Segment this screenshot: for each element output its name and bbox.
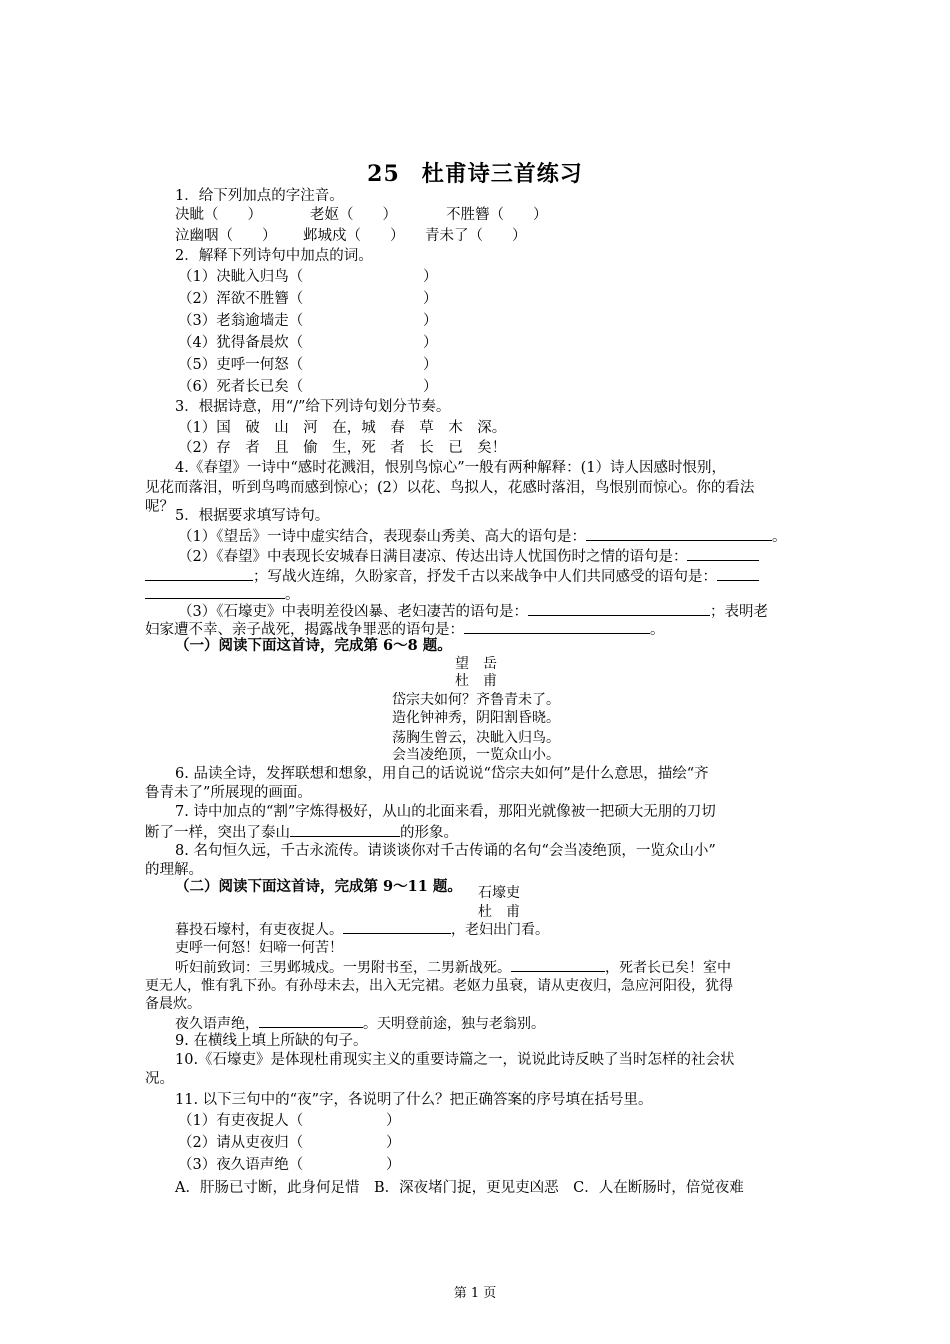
poem2-text: 暮投石壕村，有吏夜捉人。: [175, 922, 343, 938]
poem2-author: 杜 甫: [478, 904, 520, 920]
answer-blank[interactable]: [511, 957, 605, 972]
answer-blank[interactable]: [528, 601, 710, 616]
answer-blank[interactable]: [687, 546, 759, 561]
answer-blank[interactable]: [464, 619, 650, 634]
poem2-text: 夜久语声绝，: [175, 1016, 259, 1032]
q2-item: [178, 289, 840, 309]
q2-item: [178, 333, 840, 353]
q5-sub2b-text: ；写战火连绵，久盼家音，抒发千古以来战争中人们共同感受的语句是：: [253, 569, 717, 585]
answer-blank[interactable]: [145, 584, 285, 599]
page-footer: 第 1 页: [453, 1286, 497, 1301]
q1-item4: 泣幽咽（ ）: [175, 228, 277, 244]
poem1-line: 荡胸生曾云，决眦入归鸟。: [392, 730, 560, 746]
section1-heading: （一）阅读下面这首诗，完成第 6～8 题。: [175, 637, 452, 654]
q11-close-paren: ）: [386, 1135, 401, 1151]
q4-line1: 4.《春望》一诗中“感时花溅泪，恨别鸟惊心”一般有两种解释：(1）诗人因感时恨别，: [175, 460, 727, 476]
poem2-line4: 更无人，惟有乳下孙。有孙母未去，出入无完裙。老妪力虽衰，请从吏夜归，急应河阳役，犹得: [145, 978, 733, 994]
q2-prompt: 2．解释下列诗句中加点的词。: [175, 248, 373, 264]
q1-item5: 邺城戍（ ）: [303, 228, 405, 244]
poem2-line1: [175, 919, 837, 940]
q2-close-paren: ）: [423, 269, 438, 285]
poem2-line2: 吏呼一何怒！妇啼一何苦！: [175, 940, 343, 956]
q2-item-text: （3）老翁逾墙走（: [178, 313, 304, 329]
q5-period: 。: [771, 529, 787, 545]
q9-text: 9. 在横线上填上所缺的句子。: [175, 1033, 368, 1049]
poem1-author: 杜 甫: [455, 673, 497, 689]
q11-item: [178, 1155, 840, 1175]
answer-blank[interactable]: [145, 566, 253, 581]
q2-close-paren: ）: [423, 357, 438, 373]
q5-sub3b-text: ；表明老: [709, 604, 768, 620]
q2-item-text: （1）决眦入归鸟（: [178, 269, 304, 285]
q11-item: [178, 1111, 840, 1131]
q4-line2: 见花而落泪，听到鸟鸣而感到惊心；(2）以花、鸟拟人，花感时落泪，鸟恨别而惊心。你的看法: [145, 480, 755, 496]
poem2-text: ，死者长已矣！室中: [605, 960, 731, 976]
q7-line2-text: 断了一样，突出了泰山: [145, 825, 290, 841]
lesson-number: 25: [367, 161, 400, 187]
q1-item6: 青未了（ ）: [425, 228, 527, 244]
q4-line3: 呢？: [145, 499, 174, 515]
poem2-line3: [175, 957, 837, 978]
q2-item: [178, 311, 840, 331]
q10-line1: 10.《石壕吏》是体现杜甫现实主义的重要诗篇之一，说说此诗反映了当时怎样的社会状: [175, 1052, 735, 1068]
q2-close-paren: ）: [423, 335, 438, 351]
q2-item: [178, 377, 840, 397]
q2-close-paren: ）: [423, 379, 438, 395]
q3-prompt: 3．根据诗意，用“/”给下列诗句划分节奏。: [175, 399, 451, 415]
q10-line2: 况。: [145, 1071, 174, 1087]
q3-line2: （2）存 者 且 偷 生，死 者 长 已 矣！: [178, 440, 507, 456]
q5-sub2-text: （2）《春望》中表现长安城春日满目凄凉、传达出诗人忧国伤时之情的语句是：: [178, 549, 688, 565]
q5-sub2: [178, 546, 840, 567]
answer-blank[interactable]: [290, 822, 400, 837]
q11-prompt: 11. 以下三句中的“夜”字，各说明了什么？把正确答案的序号填在括号里。: [175, 1092, 653, 1108]
answer-blank[interactable]: [586, 526, 772, 541]
q2-item-text: （5）吏呼一何怒（: [178, 357, 304, 373]
poem2-text: 。天明登前途，独与老翁别。: [363, 1016, 545, 1032]
q2-close-paren: ）: [423, 313, 438, 329]
q7-line2: [145, 822, 807, 843]
poem2-text: ，老妇出门看。: [451, 922, 549, 938]
q5-period: 。: [650, 622, 665, 638]
q2-item-text: （2）浑欲不胜簪（: [178, 291, 304, 307]
answer-blank[interactable]: [717, 566, 759, 581]
section2-heading: （二）阅读下面这首诗，完成第 9～11 题。: [175, 878, 462, 895]
q1-item1: 决眦（ ）: [175, 207, 262, 223]
poem1-line: 造化钟神秀，阴阳割昏晓。: [392, 710, 560, 726]
q2-item-text: （4）犹得备晨炊（: [178, 335, 304, 351]
q11-item-text: （3）夜久语声绝（: [178, 1157, 304, 1173]
q11-options: A．肝肠已寸断，此身何足惜 B．深夜堵门捉，更见吏凶恶 C．人在断肠时，倍觉夜难: [175, 1180, 744, 1196]
q11-item: [178, 1133, 840, 1153]
q5-sub1: [178, 526, 840, 547]
q5-sub1-text: （1）《望岳》一诗中虚实结合，表现泰山秀美、高大的语句是：: [178, 529, 586, 545]
page-title: [0, 157, 950, 188]
q5-prompt: 5．根据要求填写诗句。: [175, 508, 330, 524]
q8-line1: 8. 名句恒久远，千古永流传。请谈谈你对千古传诵的名句“会当凌绝顶，一览众山小”: [175, 843, 716, 859]
q2-item: [178, 355, 840, 375]
poem1-line: 岱宗夫如何？齐鲁青未了。: [392, 692, 560, 708]
q6-line1: 6. 品读全诗，发挥联想和想象，用自己的话说说“岱宗夫如何”是什么意思，描绘“齐: [175, 766, 709, 782]
q8-line2: 的理解。: [145, 862, 203, 878]
q11-close-paren: ）: [386, 1113, 401, 1129]
q7-line1: 7. 诗中加点的“割”字炼得极好，从山的北面来看，那阳光就像被一把硕大无朋的刀切: [175, 804, 716, 820]
q1-prompt: 1．给下列加点的字注音。: [175, 188, 344, 204]
q2-close-paren: ）: [423, 291, 438, 307]
poem2-title: 石壕吏: [478, 885, 520, 901]
q1-item3: 不胜簪（ ）: [446, 207, 548, 223]
q5-sub3-text: （3）《石壕吏》中表明差役凶暴、老妇凄苦的语句是：: [178, 604, 528, 620]
q7-line2-end: 的形象。: [400, 825, 458, 841]
lesson-title: 杜甫诗三首练习: [421, 161, 583, 187]
q2-item: [178, 267, 840, 287]
poem1-title: 望 岳: [455, 656, 497, 672]
poem1-line: 会当凌绝顶，一览众山小。: [392, 747, 560, 763]
poem2-line5: 备晨炊。: [145, 996, 201, 1012]
q6-line2: 鲁青未了”所展现的画面。: [145, 785, 312, 801]
q11-item-text: （1）有吏夜捉人（: [178, 1113, 304, 1129]
q5-sub3c-text: 妇家遭不幸、亲子战死，揭露战争罪恶的语句是：: [145, 622, 464, 638]
q1-item2: 老妪（ ）: [310, 207, 397, 223]
q11-item-text: （2）请从吏夜归（: [178, 1135, 304, 1151]
answer-blank[interactable]: [343, 919, 451, 934]
q3-line1: （1）国 破 山 河 在，城 春 草 木 深。: [178, 420, 507, 436]
poem2-text: 听妇前致词：三男邺城戍。一男附书至，二男新战死。: [175, 960, 511, 976]
answer-blank[interactable]: [259, 1013, 363, 1028]
q2-item-text: （6）死者长已矣（: [178, 379, 304, 395]
q11-close-paren: ）: [386, 1157, 401, 1173]
q5-period: 。: [285, 587, 300, 603]
